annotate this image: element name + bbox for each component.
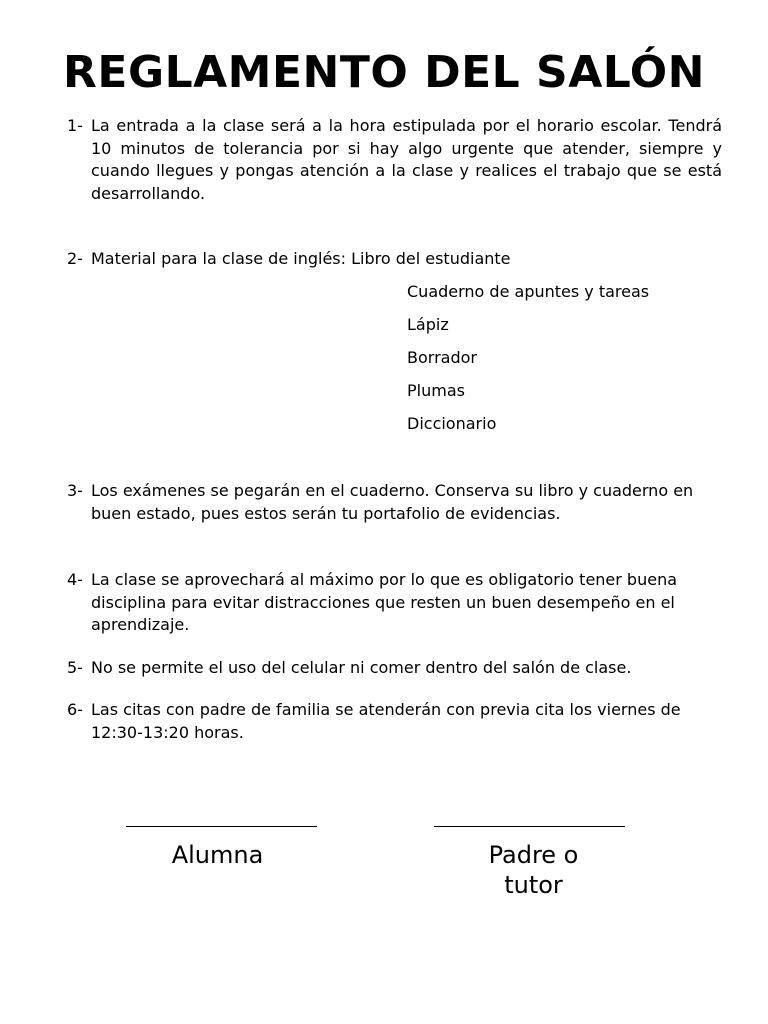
rule-item-3 — [67, 480, 722, 525]
rule-item-6 — [67, 699, 722, 744]
rule-text: Los exámenes se pegarán en el cuaderno. Conserva su libro y cuaderno en buen estado, pues estos serán tu portafolio de evidencias. — [91, 481, 694, 523]
guardian-label-line-2: tutor — [504, 871, 563, 899]
rule-text: Material para la clase de inglés: Libro del estudiante — [91, 249, 511, 268]
material-item: Diccionario — [407, 414, 497, 433]
rule-number: 5- — [67, 658, 83, 677]
guardian-signature-line — [434, 826, 625, 827]
material-item: Lápiz — [407, 315, 449, 334]
rule-text: Las citas con padre de familia se atenderán con previa cita los viernes de 12:30-13:20 horas. — [91, 700, 681, 742]
material-item: Borrador — [407, 348, 477, 367]
material-item: Cuaderno de apuntes y tareas — [407, 282, 650, 301]
rule-item-2 — [67, 248, 722, 271]
rule-text: La entrada a la clase será a la hora estipulada por el horario escolar. Tendrá 10 minutos de tolerancia por si hay algo urgente que atender, siempre y cuando llegues y pongas atención a la clase y realices el trabajo que se está desarrollando. — [91, 116, 722, 203]
rule-number: 1- — [67, 116, 83, 135]
page-title: REGLAMENTO DEL SALÓN — [63, 47, 705, 98]
rule-text: La clase se aprovechará al máximo por lo que es obligatorio tener buena disciplina para evitar distracciones que resten un buen desempeño en el aprendizaje. — [91, 570, 678, 634]
rule-number: 6- — [67, 700, 83, 719]
material-item: Plumas — [407, 381, 465, 400]
rule-text: No se permite el uso del celular ni comer dentro del salón de clase. — [91, 658, 632, 677]
rule-item-4 — [67, 569, 722, 637]
rule-item-1 — [67, 115, 722, 205]
rule-number: 4- — [67, 570, 83, 589]
student-signature-line — [126, 826, 317, 827]
guardian-label-line-1: Padre o — [488, 841, 579, 869]
rule-number: 2- — [67, 249, 83, 268]
rule-number: 3- — [67, 481, 83, 500]
guardian-signature-label — [438, 840, 629, 900]
rule-item-5 — [67, 657, 722, 680]
student-signature-label: Alumna — [171, 841, 264, 869]
